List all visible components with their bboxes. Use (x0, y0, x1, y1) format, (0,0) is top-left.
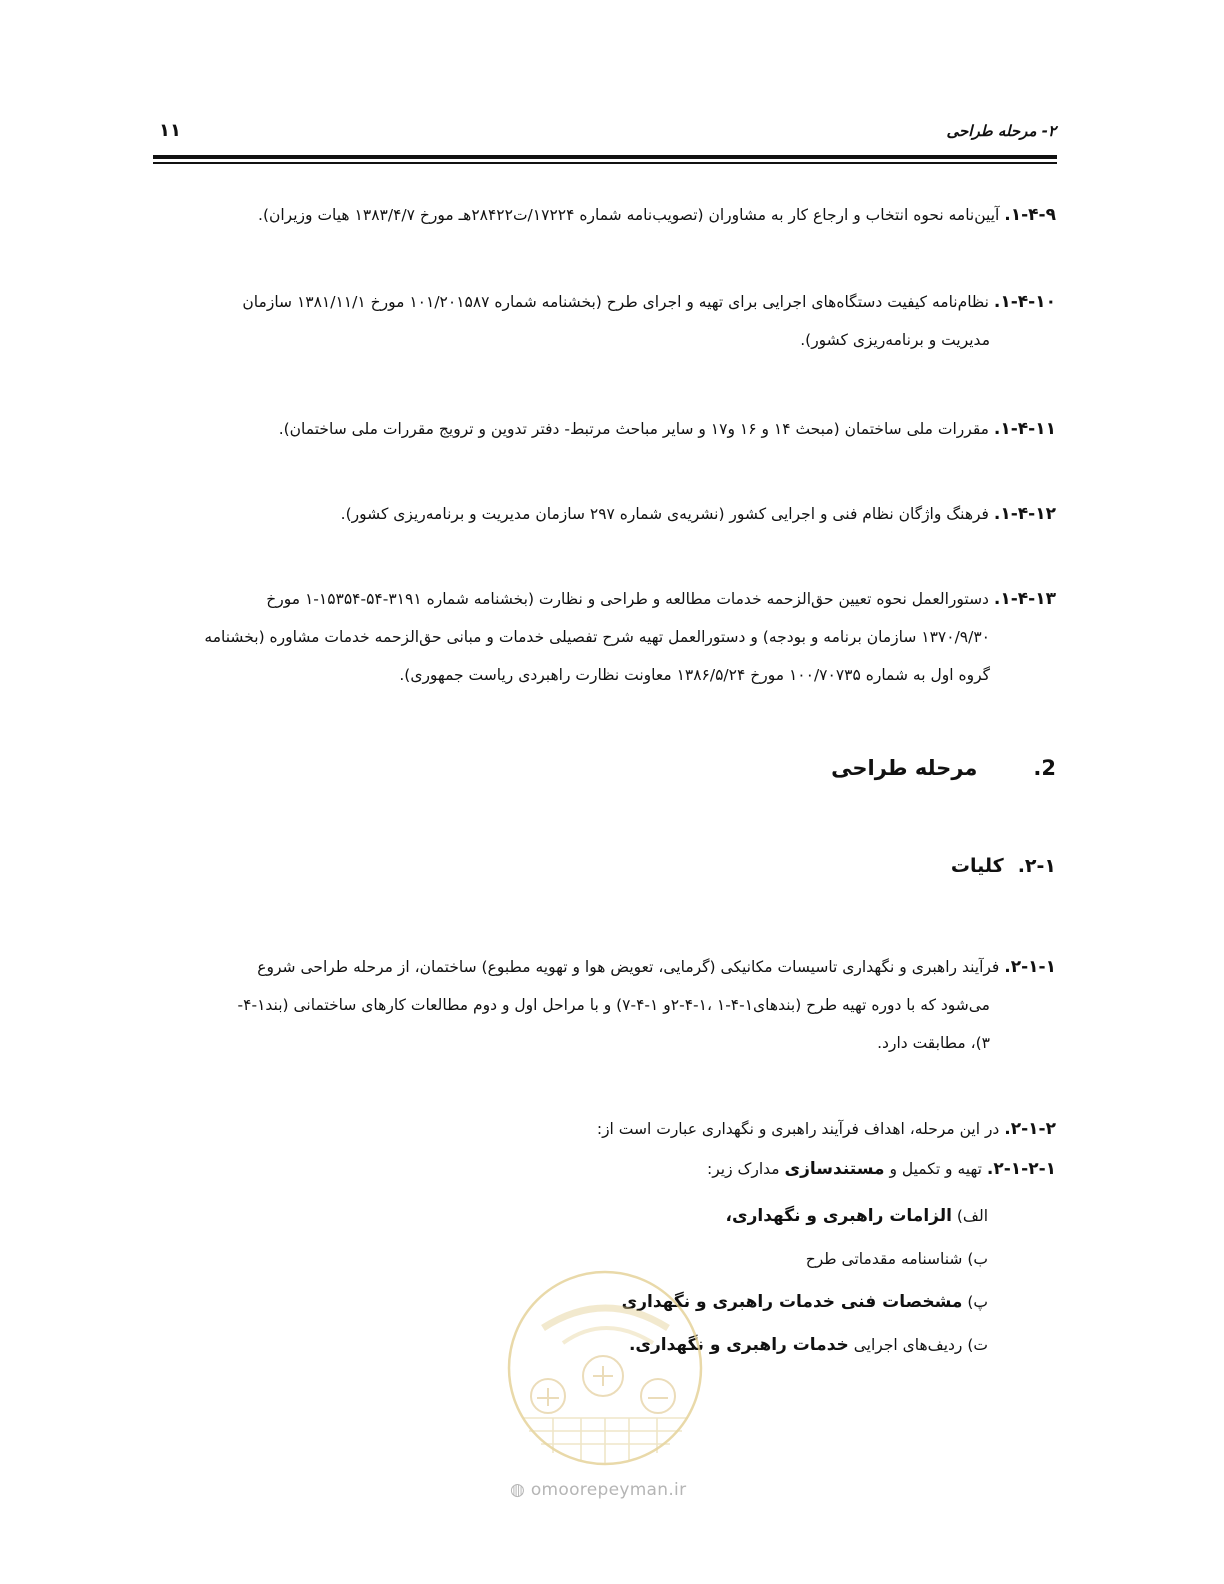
item-text-line: ۱۳۷۰/۹/۳۰ سازمان برنامه و بودجه) و دستورالعمل تهیه شرح تفصیلی خدمات و مبانی حق‌الزحمه خدمات مشاوره (بخشنامه (204, 628, 990, 646)
item-1-4-9 (160, 196, 1056, 234)
item-number: ۱-۴-۱۳. (993, 589, 1056, 609)
list-marker: پ) (967, 1293, 988, 1311)
item-text: مقررات ملی ساختمان (مبحث ۱۴ و ۱۶ و۱۷ و سایر مباحث مرتبط- دفتر تدوین و ترویج مقررات ملی ساختمان). (278, 420, 989, 438)
para-text-bold: مستندسازی (784, 1159, 885, 1179)
watermark-url: ◍ omoorepeyman.ir (510, 1480, 687, 1500)
item-number: ۱-۴-۱۲. (993, 504, 1056, 524)
para-number: ۲-۱-۲-۱. (986, 1159, 1056, 1179)
para-2-1-2 (597, 1110, 1056, 1148)
header-rule-thin (153, 162, 1057, 164)
section-heading (831, 756, 1056, 780)
list-bold-text: خدمات راهبری و نگهداری. (628, 1335, 849, 1355)
list-text: ردیف‌های اجرایی (853, 1336, 963, 1354)
item-text: فرهنگ واژگان نظام فنی و اجرایی کشور (نشریه‌ی شماره ۲۹۷ سازمان مدیریت و برنامه‌ریزی کشور). (340, 505, 989, 523)
item-text-line: مدیریت و برنامه‌ریزی کشور). (800, 331, 990, 349)
item-1-4-10 (160, 283, 1056, 359)
list-text: شناسنامه مقدماتی طرح (805, 1250, 963, 1268)
subsection-heading (951, 855, 1056, 877)
para-text-line: ۳)، مطابقت دارد. (877, 1034, 990, 1052)
list-marker: ب) (967, 1250, 988, 1268)
para-2-1-1 (160, 948, 1056, 1062)
item-number: ۱-۴-۱۰. (993, 292, 1056, 312)
para-text-line: می‌شود که با دوره تهیه طرح (بندهای۱-۴-۱ ،۱-۴-۲و ۱-۴-۷) و با مراحل اول و دوم مطالعات کارهای ساختمانی (بند۱-۴- (237, 996, 990, 1014)
para-text: در این مرحله، اهداف فرآیند راهبری و نگهداری عبارت است از: (596, 1120, 1000, 1138)
item-text-line: نظام‌نامه کیفیت دستگاه‌های اجرایی برای تهیه و اجرای طرح (بخشنامه شماره ۱۰۱/۲۰۱۵۸۷ مورخ ۱۳۸۱/۱۱/۱ سازمان (242, 293, 989, 311)
para-2-1-2-1 (707, 1150, 1056, 1188)
list-item-a (622, 1195, 988, 1238)
running-title: ۲- مرحله طراحی (946, 122, 1056, 140)
seal-logo-icon (503, 1268, 708, 1468)
item-text: آیین‌نامه نحوه انتخاب و ارجاع کار به مشاوران (تصویب‌نامه شماره ۱۷۲۲۴/ت۲۸۴۲۲هـ مورخ ۱۳۸۳/۴/۷ هیات وزیران). (258, 206, 1000, 224)
list-marker: ت) (967, 1336, 988, 1354)
section-number: 2. (1033, 756, 1056, 780)
para-text-post: مدارک زیر: (706, 1160, 780, 1178)
item-1-4-11 (160, 410, 1056, 448)
page-header (155, 118, 1056, 148)
item-number: ۱-۴-۹. (1004, 205, 1056, 225)
para-text-line: فرآیند راهبری و نگهداری تاسیسات مکانیکی (گرمایی، تعویض هوا و تهویه مطبوع) ساختمان، از مرحله طراحی شروع (257, 958, 1000, 976)
page-number: ۱۱ (159, 120, 181, 141)
list-marker: الف) (956, 1207, 988, 1225)
item-text-line: دستورالعمل نحوه تعیین حق‌الزحمه خدمات مطالعه و طراحی و نظارت (بخشنامه شماره ۳۱۹۱-۵۴-۱۵۳۵۴-۱ مورخ (266, 590, 989, 608)
para-number: ۲-۱-۱. (1004, 957, 1056, 977)
section-title: مرحله طراحی (831, 756, 978, 780)
subsection-number: ۲-۱. (1017, 855, 1056, 877)
subsection-title: کلیات (950, 855, 1004, 877)
item-number: ۱-۴-۱۱. (993, 419, 1056, 439)
para-text-pre: تهیه و تکمیل و (889, 1160, 982, 1178)
list-bold-text: الزامات راهبری و نگهداری، (725, 1206, 952, 1226)
list-bold-text: مشخصات فنی خدمات راهبری و نگهداری (621, 1292, 963, 1312)
item-text-line: گروه اول به شماره ۱۰۰/۷۰۷۳۵ مورخ ۱۳۸۶/۵/۲۴ معاونت نظارت راهبردی ریاست جمهوری). (399, 666, 990, 684)
header-rule-thick (153, 155, 1057, 159)
item-1-4-13 (160, 580, 1056, 694)
para-number: ۲-۱-۲. (1004, 1119, 1056, 1139)
item-1-4-12 (160, 495, 1056, 533)
